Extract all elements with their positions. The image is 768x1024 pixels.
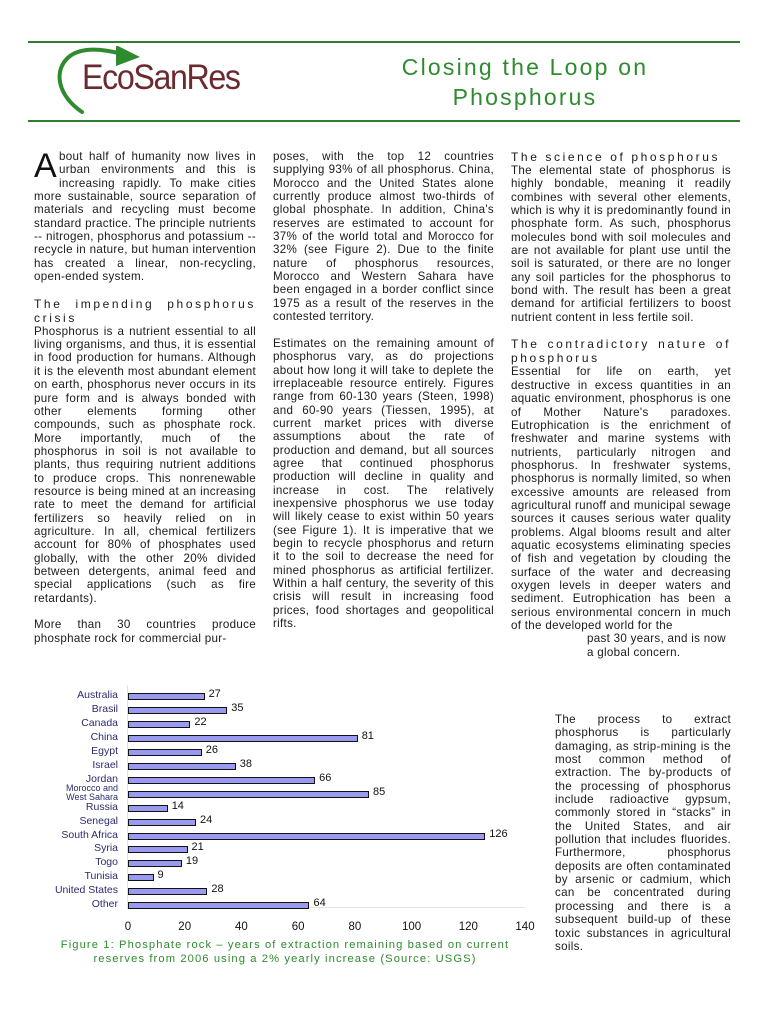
x-tick-label: 80: [348, 921, 362, 933]
ecosanres-logo: [52, 46, 272, 118]
category-label: Russia: [85, 800, 118, 813]
page-title: [330, 52, 720, 112]
heading-impending-crisis: The impending phosphorus crisis: [34, 296, 256, 325]
caption-line-1: Figure 1: Phosphate rock – years of extraction remaining based on current: [60, 939, 510, 951]
intro-text: bout half of humanity now lives in urban environments and this is increasing rapidly. To make cities more sustainable, source separation of materials and recycling must become standard practice. The principle nutrients -- nitrogen, phosphorus and potassium -- recycle in nature, but human intervention has created a linear, non-recycling, open-ended system.: [34, 150, 256, 284]
chart-row: [40, 884, 540, 898]
chart-row: [40, 801, 540, 815]
category-label: Canada: [81, 716, 118, 729]
drop-cap: A: [34, 147, 57, 185]
chart-row: [40, 731, 540, 745]
eutrophication-paragraph: Essential for life on earth, yet destructive in excess quantities in an aquatic environment, phosphorus is one of Mother Nature's paradoxes. Eutrophication is the enrichment of freshwater and marine systems with nutrients, particularly nitrogen and phosphorus. In freshwater systems, phosphorus is normally limited, so when excessive amounts are released from agricultural runoff and municipal sewage sources it causes serious water quality problems. Algal blooms result and alter aquatic ecosystems eliminating species of fish and vegetation by clouding the surface of the water and decreasing oxygen levels in deeper waters and sediment. Eutrophication has been a serious environmental concern in much of the developed world for the: [511, 365, 731, 632]
bar: [128, 819, 196, 826]
chart-row: [40, 745, 540, 759]
bar-value-label: 14: [171, 799, 184, 812]
column-3-lower: [555, 713, 731, 967]
crisis-paragraph: Phosphorus is a nutrient essential to all living organisms, and thus, it is essential in food production for humans. Although it is the eleventh most abundant element on earth, phosphorus never occurs in its pure form and is always bonded with other elements forming other compounds, such as phosphate rock. More importantly, much of the phosphorus in soil is not available to plants, thus requiring nutrient additions to produce crops. This nonrenewable resource is being mined at an increasing rate to meet the demand for artificial fertilizers so heavily relied on in agriculture. In all, chemical fertilizers account for 80% of phosphates used globally, with the other 20% divided between detergents, animal feed and special applications (such as fire retardants).: [34, 324, 256, 605]
bar-value-label: 38: [239, 757, 252, 770]
bar-value-label: 19: [185, 855, 199, 868]
figure-caption: [30, 938, 540, 966]
extraction-paragraph: The process to extract phosphorus is particularly damaging, as strip-mining is the most common method of extraction. The by-products of the processing of phosphorus include radioactive gypsum, commonly stored in “stacks” in the United States, and air pollution that includes fluorides. Furthermore, phosphorus deposits are often contaminated by arsenic or cadmium, which can be concentrated during processing and there is a subsequent build-up of these toxic substances in agricultural soils.: [555, 713, 731, 953]
category-label: Egypt: [91, 744, 118, 757]
bar-value-label: 126: [489, 827, 508, 840]
bar-value-label: 28: [211, 883, 224, 896]
category-label: South Africa: [61, 828, 118, 841]
bar: [128, 888, 207, 895]
estimates-paragraph: Estimates on the remaining amount of phosphorus vary, as do projections about how long it will take to deplete the irreplaceable resource entirely. Figures range from 60-130 years (Steen, 1998) and 60-90 years (Tiessen, 1995), at current market prices with diverse assumptions about the rate of production and demand, but all sources agree that continued phosphorus production will decline in quality and increase in cost. The relatively inexpensive phosphorus we use today will likely cease to exist within 50 years (see Figure 1). It is imperative that we begin to recycle phosphorus and return it to the soil to decrease the need for mined phosphorus as artificial fertilizer. Within a half century, the severity of this crisis will result in increasing food prices, food shortages and geopolitical rifts.: [273, 336, 494, 631]
chart-row: [40, 842, 540, 856]
x-tick-label: 120: [458, 921, 478, 933]
x-tick-label: 100: [401, 921, 422, 933]
bar: [128, 777, 315, 784]
bar-value-label: 27: [208, 688, 221, 700]
bar: [128, 735, 358, 742]
bar: [128, 860, 182, 867]
chart-row: [40, 717, 540, 731]
category-label: Senegal: [79, 814, 118, 827]
bar-value-label: 85: [373, 785, 386, 798]
column-2: [273, 150, 494, 644]
bar-value-label: 35: [231, 701, 244, 714]
bar: [128, 833, 485, 840]
heading-science: The science of phosphorus: [511, 150, 721, 164]
heading-contradictory: The contradictory nature of phosphorus: [511, 337, 731, 366]
x-tick-label: 40: [235, 921, 248, 933]
bar: [128, 902, 309, 909]
bar: [128, 707, 227, 714]
bar: [128, 791, 369, 798]
countries-paragraph: More than 30 countries produce phosphate rock for commercial pur-: [34, 618, 256, 645]
bar-value-label: 22: [194, 715, 207, 728]
bar-value-label: 64: [313, 897, 326, 910]
bar-value-label: 26: [205, 743, 218, 756]
category-label: Morocco and West Sahara: [65, 782, 118, 802]
bar: [128, 805, 168, 812]
chart-row: [40, 870, 540, 884]
category-label: Australia: [77, 689, 118, 701]
column-3: [511, 150, 731, 672]
header-bottom-rule: [28, 120, 740, 122]
category-label: Tunisia: [84, 870, 118, 883]
logo-text: EcoSanRes: [82, 58, 240, 97]
science-paragraph: The elemental state of phosphorus is highly bondable, meaning it readily combines with several other elements, which is why it is predominantly found in phosphate form. As such, phosphorus molecules bond with soil molecules and are not available for plant use until the soil is saturated, or there are no longer any soil particles for the phosphorus to bond with. The result has been a great demand for artificial fertilizers to boost nutrient content in less fertile soil.: [511, 164, 731, 324]
chart-row: [40, 898, 540, 912]
bar: [128, 721, 190, 728]
column-1: [34, 147, 256, 658]
bar: [128, 874, 154, 881]
bar: [128, 846, 188, 853]
x-tick-label: 60: [291, 921, 305, 933]
bar-value-label: 24: [200, 813, 213, 826]
title-line-2: Phosphorus: [452, 84, 598, 110]
category-label: United States: [54, 884, 118, 897]
intro-paragraph: [34, 147, 256, 284]
bar: [128, 749, 202, 756]
reserves-paragraph: poses, with the top 12 countries supplying 93% of all phosphorus. China, Morocco and the United States alone currently produce almost two-thirds of global phosphate. In addition, China's reserves are estimated to account for 37% of the world total and Morocco for 32% (see Figure 2). Due to the finite nature of phosphorus resources, Morocco and Western Sahara have been engaged in a border conflict since 1975 as a result of the reserves in the contested territory.: [273, 150, 494, 324]
header-top-rule: [28, 41, 740, 43]
category-label: Syria: [94, 842, 118, 855]
category-label: China: [90, 730, 118, 743]
bar-value-label: 81: [361, 729, 374, 742]
chart-row: [40, 759, 540, 773]
title-line-1: Closing the Loop on: [401, 54, 649, 80]
bar: [128, 763, 236, 770]
bar-value-label: 9: [157, 869, 164, 882]
chart-row: [40, 856, 540, 870]
chart-row: [40, 829, 540, 843]
category-label: Brasil: [91, 702, 118, 715]
chart-row: [40, 782, 540, 802]
caption-line-2: reserves from 2006 using a 2% yearly increase (Source: USGS): [93, 953, 477, 965]
bar-value-label: 21: [191, 841, 204, 854]
chart-row: [40, 689, 540, 703]
x-tick-label: 140: [515, 921, 535, 933]
chart-row: [40, 815, 540, 829]
eutrophication-paragraph-tail: past 30 years, and is now a global concern.: [587, 632, 726, 659]
category-label: Togo: [95, 856, 118, 869]
chart-row: [40, 703, 540, 717]
phosphate-reserves-bar-chart: [40, 685, 540, 935]
bar: [128, 693, 205, 700]
x-tick-label: 0: [124, 921, 132, 933]
category-label: Israel: [92, 758, 118, 771]
x-tick-label: 20: [178, 921, 192, 933]
bar-value-label: 66: [319, 771, 332, 784]
category-label: Other: [91, 898, 118, 911]
category-label: Jordan: [85, 772, 118, 785]
